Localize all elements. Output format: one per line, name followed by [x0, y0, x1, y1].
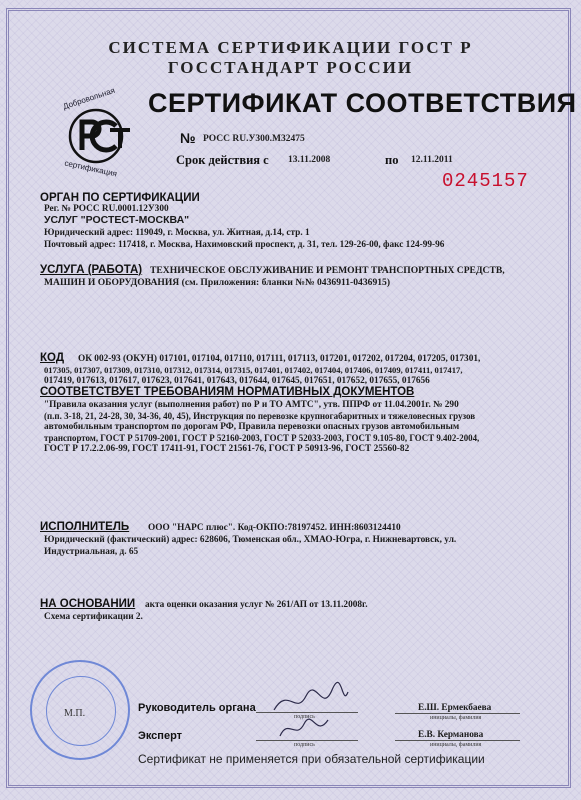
- logo-bottom-text: сертификация: [63, 158, 118, 179]
- footer-note: Сертификат не применяется при обязательной сертификации: [138, 752, 485, 766]
- logo-top-text: Добровольная: [61, 85, 116, 112]
- system-header-line1: СИСТЕМА СЕРТИФИКАЦИИ ГОСТ Р: [108, 38, 473, 57]
- validity-to: 12.11.2011: [411, 155, 453, 165]
- executor-line3: Индустриальная, д. 65: [44, 547, 139, 557]
- code-line3: 017419, 017613, 017617, 017623, 017641, 017643, 017644, 017645, 017651, 017652, 017655, 017656: [44, 376, 430, 386]
- head-name: Е.Ш. Ермекбаева: [418, 703, 492, 713]
- expert-signature: [276, 714, 336, 744]
- conformity-line-1: "Правила оказания услуг (выполнения работ) по Р и ТО АМТС", утв. ППРФ от 11.04.2001г. № 290: [44, 400, 459, 410]
- head-label: Руководитель органа: [138, 702, 256, 714]
- conformity-line-3: автомобильным транспортом по дорогам РФ, Правила перевозки опасных грузов автомобильным: [44, 422, 460, 432]
- validity-from: 13.11.2008: [288, 155, 331, 165]
- conformity-title: СООТВЕТСТВУЕТ ТРЕБОВАНИЯМ НОРМАТИВНЫХ ДОКУМЕНТОВ: [40, 386, 415, 398]
- executor-title: ИСПОЛНИТЕЛЬ: [40, 521, 130, 533]
- conformity-line-2: (п.п. 3-18, 21, 24-28, 30, 34-36, 40, 45), Инструкция по перевозке крупногабаритных и тяжеловесных грузов: [44, 411, 476, 421]
- expert-name: Е.В. Керманова: [418, 730, 484, 740]
- code-title: КОД: [40, 352, 65, 364]
- organ-name: УСЛУГ "РОСТЕСТ-МОСКВА": [44, 214, 190, 226]
- service-title: УСЛУГА (РАБОТА): [40, 264, 143, 276]
- head-name-caption: инициалы, фамилия: [430, 715, 482, 721]
- expert-label: Эксперт: [138, 730, 183, 742]
- expert-sign-caption: подпись: [294, 742, 315, 748]
- executor-line2: Юридический (фактический) адрес: 628606, Тюменская обл., ХМАО-Югра, г. Нижневартовск, ул.: [44, 535, 457, 545]
- validity-label: Срок действия с: [176, 153, 269, 167]
- system-header-line2: ГОССТАНДАРТ РОССИИ: [167, 58, 414, 77]
- executor-line1: ООО "НАРС плюс". Код-ОКПО:78197452. ИНН:8603124410: [148, 523, 401, 533]
- code-line2: 017305, 017307, 017309, 017310, 017312, 017314, 017315, 017401, 017402, 017404, 017406, 017409, 017411, 017417,: [44, 365, 463, 375]
- serial-number: 0245157: [442, 170, 529, 192]
- validity-to-label: по: [385, 153, 399, 167]
- conformity-line-4: транспортом, ГОСТ Р 51709-2001, ГОСТ Р 52160-2003, ГОСТ Р 52033-2003, ГОСТ 9.105-80, ГОСТ 9.402-2004,: [44, 433, 480, 443]
- basis-scheme: Схема сертификации 2.: [44, 612, 143, 622]
- organ-postal-address: Почтовый адрес: 117418, г. Москва, Нахимовский проспект, д. 31, тел. 129-26-00, факс 124-99-96: [44, 240, 445, 250]
- rst-logo: [58, 85, 138, 179]
- organ-reg: Рег. № РОСС RU.0001.12У300: [44, 204, 169, 214]
- service-text-line1: ТЕХНИЧЕСКОЕ ОБСЛУЖИВАНИЕ И РЕМОНТ ТРАНСПОРТНЫХ СРЕДСТВ,: [150, 265, 505, 276]
- conformity-line-5: ГОСТ Р 17.2.2.06-99, ГОСТ 17411-91, ГОСТ 21561-76, ГОСТ Р 50913-96, ГОСТ 25560-82: [44, 444, 410, 454]
- basis-title: НА ОСНОВАНИИ: [40, 598, 136, 610]
- service-text-line2: МАШИН И ОБОРУДОВАНИЯ (см. Приложения: бланки №№ 0436911-0436915): [44, 277, 391, 288]
- mp-mark: М.П.: [64, 708, 86, 719]
- expert-name-caption: инициалы, фамилия: [430, 742, 482, 748]
- head-sign-caption: подпись: [294, 714, 315, 720]
- organ-legal-address: Юридический адрес: 119049, г. Москва, ул. Житная, д.14, стр. 1: [44, 228, 310, 238]
- code-line1: ОК 002-93 (ОКУН) 017101, 017104, 017110, 017111, 017113, 017201, 017202, 017204, 017205, 017301,: [78, 354, 481, 364]
- certificate-number: РОСС RU.У300.М32475: [203, 134, 305, 144]
- organ-title: ОРГАН ПО СЕРТИФИКАЦИИ: [40, 192, 200, 204]
- certificate-title: СЕРТИФИКАТ СООТВЕТСТВИЯ: [148, 88, 577, 118]
- number-symbol: №: [180, 130, 196, 146]
- basis-text: акта оценки оказания услуг № 261/АП от 13.11.2008г.: [145, 600, 368, 610]
